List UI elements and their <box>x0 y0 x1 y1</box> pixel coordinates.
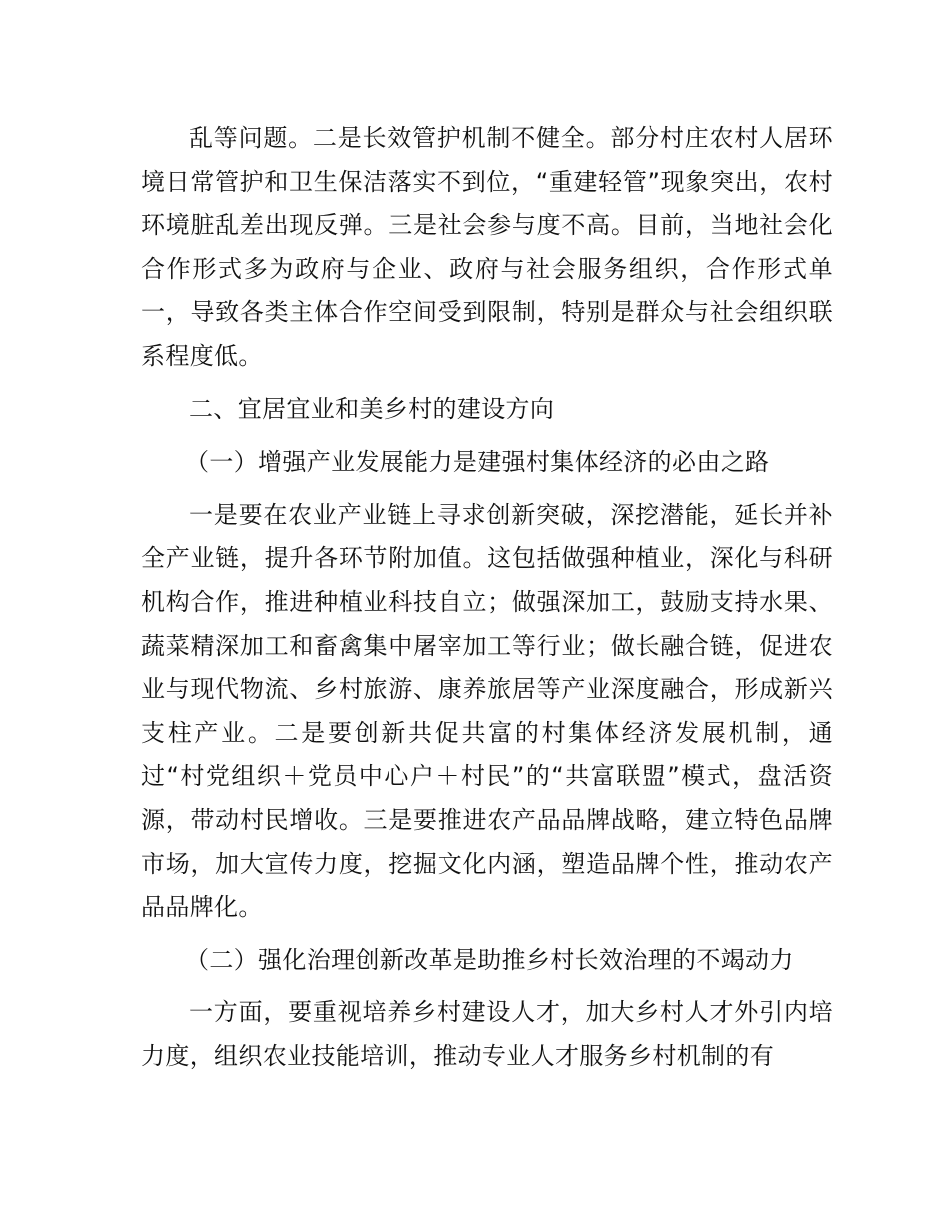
paragraph-problems: 乱等问题。二是长效管护机制不健全。部分村庄农村人居环境日常管护和卫生保洁落实不到位，“重建轻管”现象突出，农村环境脏乱差出现反弹。三是社会参与度不高。目前，当地社会化合作形式多为政府与企业、政府与社会服务组织，合作形式单一，导致各类主体合作空间受到限制，特别是群众与社会组织联系程度低。 <box>141 124 833 370</box>
section-heading: 二、宜居宜业和美乡村的建设方向 <box>189 394 555 423</box>
paragraph-industry: 一是要在农业产业链上寻求创新突破，深挖潜能，延长并补全产业链，提升各环节附加值。这包括做强种植业，深化与科研机构合作，推进种植业科技自立；做强深加工，鼓励支持水果、蔬菜精深加工和畜禽集中屠宰加工等行业；做长融合链，促进农业与现代物流、乡村旅游、康养旅居等产业深度融合，形成新兴支柱产业。二是要创新共促共富的村集体经济发展机制，通过“村党组织＋党员中心户＋村民”的“共富联盟”模式，盘活资源，带动村民增收。三是要推进农产品品牌战略，建立特色品牌市场，加大宣传力度，挖掘文化内涵，塑造品牌个性，推动农产品品牌化。 <box>141 500 833 922</box>
subheading-industry: （一）增强产业发展能力是建强村集体经济的必由之路 <box>185 448 770 477</box>
document-body <box>141 117 833 1078</box>
paragraph-governance: 一方面，要重视培养乡村建设人才，加大乡村人才外引内培力度，组织农业技能培训，推动专业人才服务乡村机制的有 <box>141 998 833 1070</box>
subheading-governance: （二）强化治理创新改革是助推乡村长效治理的不竭动力 <box>185 945 794 974</box>
